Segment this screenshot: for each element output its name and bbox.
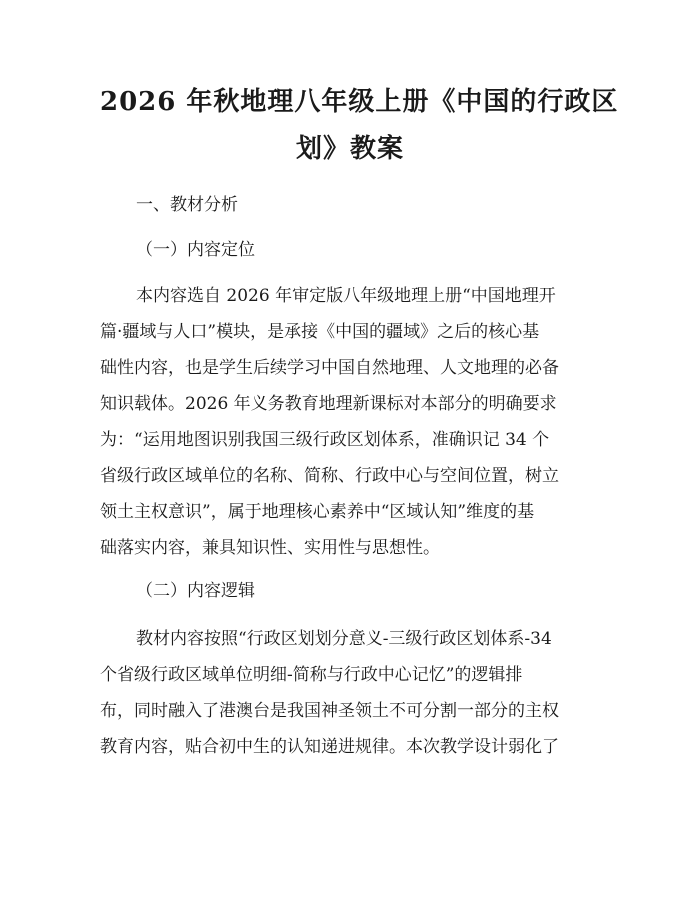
paragraph-1-line: 省级行政区域单位的名称、简称、行政中心与空间位置，树立: [100, 466, 559, 486]
paragraph-2-line: 教育内容，贴合初中生的认知递进规律。本次教学设计弱化了: [100, 737, 559, 757]
paragraph-1-line: 篇·疆域与人口”模块，是承接《中国的疆域》之后的核心基: [100, 322, 540, 342]
paragraph-2-line: 布，同时融入了港澳台是我国神圣领土不可分割一部分的主权: [100, 701, 559, 721]
subsection-heading-content-positioning: （一）内容定位: [136, 240, 255, 260]
paragraph-2-line: 个省级行政区域单位明细-简称与行政中心记忆”的逻辑排: [100, 665, 523, 685]
paragraph-1-line: 础落实内容，兼具知识性、实用性与思想性。: [100, 538, 440, 558]
paragraph-1-line: 领土主权意识”，属于地理核心素养中“区域认知”维度的基: [100, 502, 535, 522]
document-title-line-1: 2026 年秋地理八年级上册《中国的行政区: [100, 87, 619, 117]
section-heading-textbook-analysis: 一、教材分析: [136, 195, 238, 215]
paragraph-2-line: 教材内容按照“行政区划划分意义-三级行政区划体系-34: [136, 629, 552, 649]
paragraph-1-line: 础性内容，也是学生后续学习中国自然地理、人文地理的必备: [100, 358, 559, 378]
document-title-line-2: 划》教案: [295, 134, 404, 164]
paragraph-1-line: 为：“运用地图识别我国三级行政区划体系，准确识记 34 个: [100, 430, 550, 450]
paragraph-1-line: 知识载体。2026 年义务教育地理新课标对本部分的明确要求: [100, 394, 557, 414]
paragraph-1-line: 本内容选自 2026 年审定版八年级地理上册“中国地理开: [136, 286, 556, 306]
subsection-heading-content-logic: （二）内容逻辑: [136, 581, 255, 601]
